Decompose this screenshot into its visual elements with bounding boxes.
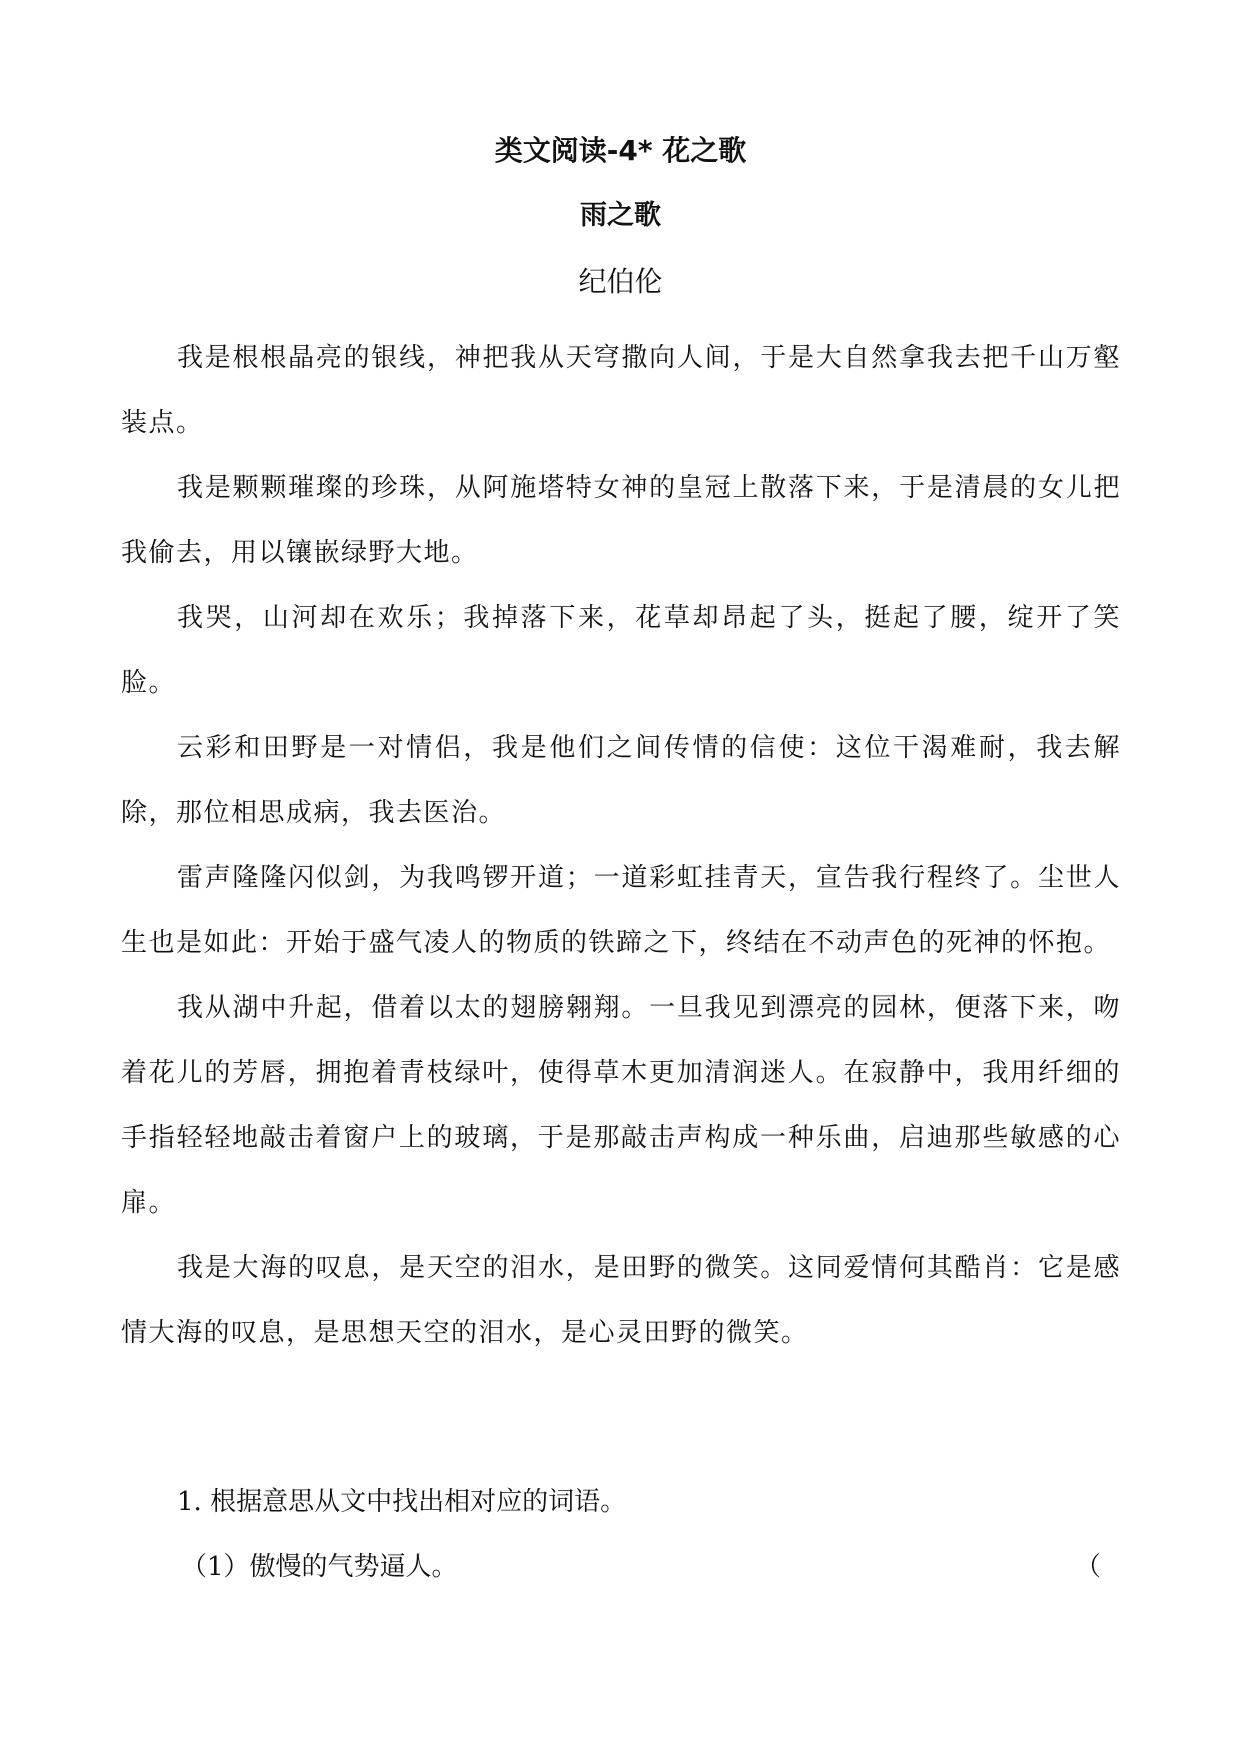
passage-paragraph-5: 雷声隆隆闪似剑，为我鸣锣开道；一道彩虹挂青天，宣告我行程终了。尘世人生也是如此：开始于盛气凌人的物质的铁蹄之下，终结在不动声色的死神的怀抱。 xyxy=(121,863,1121,958)
author-name: 纪伯伦 xyxy=(578,265,663,298)
question-1-item-1-text: （1）傲慢的气势逼人。 xyxy=(181,1552,458,1582)
answer-blank-paren: （ xyxy=(1074,1552,1101,1582)
passage-paragraph-3: 我哭，山河却在欢乐；我掉落下来，花草却昂起了头，挺起了腰，绽开了笑脸。 xyxy=(121,603,1121,698)
passage-paragraph-4: 云彩和田野是一对情侣，我是他们之间传情的信使：这位干渴难耐，我去解除，那位相思成病，我去医治。 xyxy=(121,733,1121,828)
passage-paragraph-7: 我是大海的叹息，是天空的泪水，是田野的微笑。这同爱情何其酷肖：它是感情大海的叹息，是思想天空的泪水，是心灵田野的微笑。 xyxy=(121,1253,1121,1348)
sub-title: 雨之歌 xyxy=(580,200,661,231)
passage xyxy=(121,326,1121,1366)
passage-paragraph-2: 我是颗颗璀璨的珍珠，从阿施塔特女神的皇冠上散落下来，于是清晨的女儿把我偷去，用以镶嵌绿野大地。 xyxy=(121,473,1121,568)
passage-paragraph-6: 我从湖中升起，借着以太的翅膀翱翔。一旦我见到漂亮的园林，便落下来，吻着花儿的芳唇，拥抱着青枝绿叶，使得草木更加清润迷人。在寂静中，我用纤细的手指轻轻地敲击着窗户上的玻璃，于是那敲击声构成一种乐曲，启迪那些敏感的心扉。 xyxy=(121,993,1121,1218)
passage-paragraph-1: 我是根根晶亮的银线，神把我从天穹撒向人间，于是大自然拿我去把千山万壑装点。 xyxy=(121,343,1121,438)
questions-section xyxy=(121,1470,1121,1600)
question-1-item-1 xyxy=(121,1535,1121,1600)
question-1-prompt: 1. 根据意思从文中找出相对应的词语。 xyxy=(177,1487,627,1517)
main-title: 类文阅读-4* 花之歌 xyxy=(494,134,747,167)
